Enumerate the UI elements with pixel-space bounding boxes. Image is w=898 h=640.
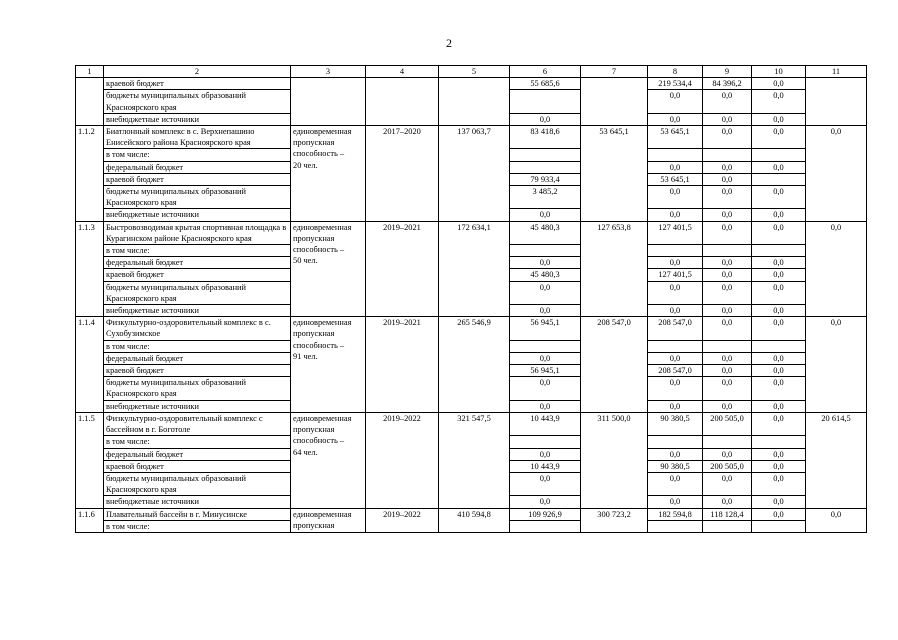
value-cell: 0,0 xyxy=(806,317,867,413)
capacity-line: пропускная xyxy=(293,425,335,435)
empty-cell xyxy=(806,90,867,113)
capacity-line: пропускная xyxy=(293,138,335,148)
value-cell: 0,0 xyxy=(752,113,806,125)
source-name-cell: бюджеты муниципальных образований Красноярского края xyxy=(104,472,291,495)
capacity-line: единовременная xyxy=(293,222,352,232)
period-cell: 2019–2022 xyxy=(366,412,439,508)
value-cell: 219 534,4 xyxy=(648,78,703,90)
value-cell: 200 505,0 xyxy=(703,460,752,472)
value-cell: 0,0 xyxy=(510,305,581,317)
empty-cell xyxy=(581,78,648,90)
value-cell: 0,0 xyxy=(648,209,703,221)
value-cell xyxy=(752,340,806,352)
empty-cell xyxy=(291,78,366,90)
capacity-line: 50 чел. xyxy=(293,256,318,266)
total-cell: 265 546,9 xyxy=(439,317,510,413)
value-cell xyxy=(648,149,703,161)
capacity-line: единовременная xyxy=(293,413,352,423)
empty-cell xyxy=(291,90,366,113)
value-cell: 311 500,0 xyxy=(581,412,648,508)
value-cell: 0,0 xyxy=(703,496,752,508)
header-cell: 6 xyxy=(510,66,581,78)
value-cell: 0,0 xyxy=(510,448,581,460)
capacity-line: единовременная xyxy=(293,509,352,519)
item-number: 1.1.2 xyxy=(76,126,104,222)
value-cell: 0,0 xyxy=(648,352,703,364)
empty-cell xyxy=(366,78,439,90)
source-name-cell: краевой бюджет xyxy=(104,365,291,377)
header-cell: 4 xyxy=(366,66,439,78)
table-row xyxy=(76,508,867,520)
value-cell: 0,0 xyxy=(752,352,806,364)
empty-cell xyxy=(76,78,104,90)
value-cell: 127 401,5 xyxy=(648,221,703,244)
value-cell: 0,0 xyxy=(752,400,806,412)
value-cell: 55 685,6 xyxy=(510,78,581,90)
source-name-cell: в том числе: xyxy=(104,520,291,532)
value-cell: 0,0 xyxy=(510,472,581,495)
header-cell: 1 xyxy=(76,66,104,78)
item-number: 1.1.6 xyxy=(76,508,104,532)
table-row xyxy=(76,412,867,435)
value-cell: 0,0 xyxy=(648,161,703,173)
item-name: Биатлонный комплекс в с. Верхнепашино Енисейского района Красноярского края xyxy=(104,126,291,149)
value-cell: 90 380,5 xyxy=(648,412,703,435)
empty-cell xyxy=(439,78,510,90)
empty-cell xyxy=(806,113,867,125)
empty-cell xyxy=(366,90,439,113)
capacity-line: способность – xyxy=(293,340,345,350)
source-name-cell: федеральный бюджет xyxy=(104,448,291,460)
capacity-line: единовременная xyxy=(293,127,352,137)
value-cell: 0,0 xyxy=(752,508,806,520)
total-cell: 321 547,5 xyxy=(439,412,510,508)
value-cell: 0,0 xyxy=(648,472,703,495)
capacity-line: 91 чел. xyxy=(293,351,318,361)
value-cell: 0,0 xyxy=(510,377,581,400)
item-number: 1.1.5 xyxy=(76,412,104,508)
period-cell: 2017–2020 xyxy=(366,126,439,222)
value-cell: 0,0 xyxy=(510,400,581,412)
source-name-cell: в том числе: xyxy=(104,149,291,161)
value-cell: 0,0 xyxy=(648,90,703,113)
value-cell: 0,0 xyxy=(703,305,752,317)
value-cell: 0,0 xyxy=(752,460,806,472)
value-cell: 0,0 xyxy=(703,448,752,460)
source-name-cell: внебюджетные источники xyxy=(104,400,291,412)
value-cell: 0,0 xyxy=(806,126,867,222)
value-cell: 84 396,2 xyxy=(703,78,752,90)
value-cell xyxy=(703,245,752,257)
value-cell: 109 926,9 xyxy=(510,508,581,520)
value-cell: 0,0 xyxy=(648,377,703,400)
item-name: Плавательный бассейн в г. Минусинске xyxy=(104,508,291,520)
period-cell: 2019–2022 xyxy=(366,508,439,532)
header-cell: 7 xyxy=(581,66,648,78)
table-row xyxy=(76,113,867,125)
value-cell xyxy=(703,436,752,448)
value-cell: 56 945,1 xyxy=(510,317,581,340)
value-cell: 0,0 xyxy=(510,113,581,125)
value-cell: 0,0 xyxy=(752,209,806,221)
value-cell: 83 418,6 xyxy=(510,126,581,149)
value-cell xyxy=(510,90,581,113)
item-name: Физкультурно-оздоровительный комплекс с бассейном в г. Боготоле xyxy=(104,412,291,435)
value-cell: 0,0 xyxy=(703,472,752,495)
investment-table xyxy=(75,65,867,533)
value-cell: 0,0 xyxy=(703,377,752,400)
value-cell: 0,0 xyxy=(752,305,806,317)
value-cell: 0,0 xyxy=(703,173,752,185)
header-cell: 5 xyxy=(439,66,510,78)
page-number: 2 xyxy=(446,36,452,50)
item-number: 1.1.4 xyxy=(76,317,104,413)
value-cell: 0,0 xyxy=(752,269,806,281)
value-cell xyxy=(752,245,806,257)
value-cell: 0,0 xyxy=(703,209,752,221)
value-cell: 0,0 xyxy=(703,90,752,113)
value-cell: 0,0 xyxy=(703,257,752,269)
value-cell: 200 505,0 xyxy=(703,412,752,435)
value-cell: 0,0 xyxy=(752,281,806,304)
capacity-line: способность – xyxy=(293,436,345,446)
empty-cell xyxy=(76,90,104,113)
value-cell: 0,0 xyxy=(510,257,581,269)
source-name-cell: краевой бюджет xyxy=(104,78,291,90)
value-cell: 0,0 xyxy=(752,90,806,113)
source-name-cell: федеральный бюджет xyxy=(104,352,291,364)
value-cell: 0,0 xyxy=(703,281,752,304)
source-name-cell: краевой бюджет xyxy=(104,460,291,472)
value-cell xyxy=(703,520,752,532)
value-cell: 0,0 xyxy=(806,508,867,532)
header-cell: 10 xyxy=(752,66,806,78)
value-cell: 0,0 xyxy=(648,257,703,269)
item-name: Физкультурно-оздоровительный комплекс в с. Сухобузимское xyxy=(104,317,291,340)
source-name-cell: бюджеты муниципальных образований Красноярского края xyxy=(104,377,291,400)
value-cell: 0,0 xyxy=(648,448,703,460)
value-cell: 0,0 xyxy=(648,113,703,125)
value-cell xyxy=(752,520,806,532)
value-cell: 56 945,1 xyxy=(510,365,581,377)
value-cell xyxy=(510,149,581,161)
source-name-cell: внебюджетные источники xyxy=(104,113,291,125)
value-cell: 127 401,5 xyxy=(648,269,703,281)
source-name-cell: в том числе: xyxy=(104,245,291,257)
value-cell xyxy=(648,436,703,448)
capacity-line: 64 чел. xyxy=(293,447,318,457)
value-cell: 0,0 xyxy=(510,496,581,508)
source-name-cell: в том числе: xyxy=(104,436,291,448)
value-cell: 0,0 xyxy=(510,281,581,304)
total-cell: 410 594,8 xyxy=(439,508,510,532)
period-cell: 2019–2021 xyxy=(366,221,439,317)
value-cell: 0,0 xyxy=(752,412,806,435)
empty-cell xyxy=(439,90,510,113)
value-cell xyxy=(510,340,581,352)
value-cell xyxy=(510,436,581,448)
header-cell: 9 xyxy=(703,66,752,78)
value-cell xyxy=(752,436,806,448)
value-cell: 0,0 xyxy=(752,365,806,377)
capacity-line: пропускная xyxy=(293,233,335,243)
value-cell: 53 645,1 xyxy=(648,173,703,185)
value-cell: 0,0 xyxy=(648,400,703,412)
header-cell: 2 xyxy=(104,66,291,78)
empty-cell xyxy=(76,113,104,125)
source-name-cell: бюджеты муниципальных образований Красноярского края xyxy=(104,90,291,113)
value-cell: 53 645,1 xyxy=(648,126,703,149)
value-cell: 208 547,0 xyxy=(648,317,703,340)
value-cell: 0,0 xyxy=(703,317,752,340)
value-cell: 20 614,5 xyxy=(806,412,867,508)
source-name-cell: бюджеты муниципальных образований Красноярского края xyxy=(104,186,291,209)
value-cell: 0,0 xyxy=(752,161,806,173)
header-cell: 3 xyxy=(291,66,366,78)
value-cell: 0,0 xyxy=(703,400,752,412)
source-name-cell: краевой бюджет xyxy=(104,269,291,281)
value-cell xyxy=(510,520,581,532)
value-cell: 208 547,0 xyxy=(648,365,703,377)
value-cell: 0,0 xyxy=(752,377,806,400)
value-cell: 0,0 xyxy=(703,352,752,364)
capacity-cell xyxy=(291,508,366,532)
empty-cell xyxy=(806,78,867,90)
table-row xyxy=(76,78,867,90)
value-cell xyxy=(703,340,752,352)
table-row xyxy=(76,126,867,149)
value-cell xyxy=(752,149,806,161)
value-cell: 0,0 xyxy=(648,281,703,304)
table-row xyxy=(76,317,867,340)
item-number: 1.1.3 xyxy=(76,221,104,317)
value-cell: 0,0 xyxy=(648,496,703,508)
value-cell xyxy=(648,245,703,257)
value-cell xyxy=(703,149,752,161)
value-cell: 0,0 xyxy=(510,352,581,364)
value-cell: 53 645,1 xyxy=(581,126,648,222)
value-cell: 182 594,8 xyxy=(648,508,703,520)
empty-cell xyxy=(291,113,366,125)
value-cell xyxy=(510,161,581,173)
value-cell xyxy=(510,245,581,257)
value-cell: 0,0 xyxy=(648,186,703,209)
capacity-cell xyxy=(291,126,366,222)
empty-cell xyxy=(366,113,439,125)
value-cell: 10 443,9 xyxy=(510,412,581,435)
value-cell xyxy=(752,173,806,185)
capacity-line: способность – xyxy=(293,245,345,255)
table-row xyxy=(76,90,867,113)
empty-cell xyxy=(581,113,648,125)
value-cell: 0,0 xyxy=(752,472,806,495)
item-name: Быстровозводимая крытая спортивная площадка в Курагинском районе Красноярского края xyxy=(104,221,291,244)
value-cell: 0,0 xyxy=(703,221,752,244)
value-cell: 0,0 xyxy=(703,269,752,281)
value-cell: 10 443,9 xyxy=(510,460,581,472)
value-cell: 0,0 xyxy=(752,221,806,244)
capacity-cell xyxy=(291,317,366,413)
empty-cell xyxy=(439,113,510,125)
period-cell: 2019–2021 xyxy=(366,317,439,413)
value-cell: 0,0 xyxy=(752,496,806,508)
value-cell: 0,0 xyxy=(703,113,752,125)
value-cell: 0,0 xyxy=(752,257,806,269)
value-cell: 0,0 xyxy=(703,186,752,209)
value-cell xyxy=(648,520,703,532)
value-cell: 0,0 xyxy=(752,186,806,209)
value-cell: 0,0 xyxy=(703,161,752,173)
value-cell: 0,0 xyxy=(648,305,703,317)
capacity-line: способность – xyxy=(293,149,345,159)
total-cell: 172 634,1 xyxy=(439,221,510,317)
value-cell: 3 485,2 xyxy=(510,186,581,209)
capacity-cell xyxy=(291,221,366,317)
capacity-cell xyxy=(291,412,366,508)
source-name-cell: федеральный бюджет xyxy=(104,161,291,173)
value-cell: 79 933,4 xyxy=(510,173,581,185)
value-cell: 0,0 xyxy=(703,126,752,149)
value-cell: 0,0 xyxy=(752,317,806,340)
value-cell: 127 653,8 xyxy=(581,221,648,317)
value-cell: 0,0 xyxy=(806,221,867,317)
value-cell: 300 723,2 xyxy=(581,508,648,532)
table-row xyxy=(76,221,867,244)
value-cell: 45 480,3 xyxy=(510,221,581,244)
value-cell: 0,0 xyxy=(752,78,806,90)
value-cell: 0,0 xyxy=(752,448,806,460)
source-name-cell: федеральный бюджет xyxy=(104,257,291,269)
capacity-line: пропускная xyxy=(293,329,335,339)
capacity-line: 20 чел. xyxy=(293,160,318,170)
value-cell: 118 128,4 xyxy=(703,508,752,520)
value-cell xyxy=(648,340,703,352)
header-cell: 11 xyxy=(806,66,867,78)
source-name-cell: краевой бюджет xyxy=(104,173,291,185)
empty-cell xyxy=(581,90,648,113)
value-cell: 0,0 xyxy=(510,209,581,221)
total-cell: 137 063,7 xyxy=(439,126,510,222)
header-cell: 8 xyxy=(648,66,703,78)
capacity-line: единовременная xyxy=(293,318,352,328)
value-cell: 0,0 xyxy=(752,126,806,149)
source-name-cell: внебюджетные источники xyxy=(104,305,291,317)
table-row xyxy=(76,66,867,78)
value-cell: 90 380,5 xyxy=(648,460,703,472)
source-name-cell: внебюджетные источники xyxy=(104,209,291,221)
value-cell: 45 480,3 xyxy=(510,269,581,281)
capacity-line: пропускная xyxy=(293,520,335,530)
source-name-cell: бюджеты муниципальных образований Красноярского края xyxy=(104,281,291,304)
value-cell: 208 547,0 xyxy=(581,317,648,413)
source-name-cell: в том числе: xyxy=(104,340,291,352)
source-name-cell: внебюджетные источники xyxy=(104,496,291,508)
value-cell: 0,0 xyxy=(703,365,752,377)
